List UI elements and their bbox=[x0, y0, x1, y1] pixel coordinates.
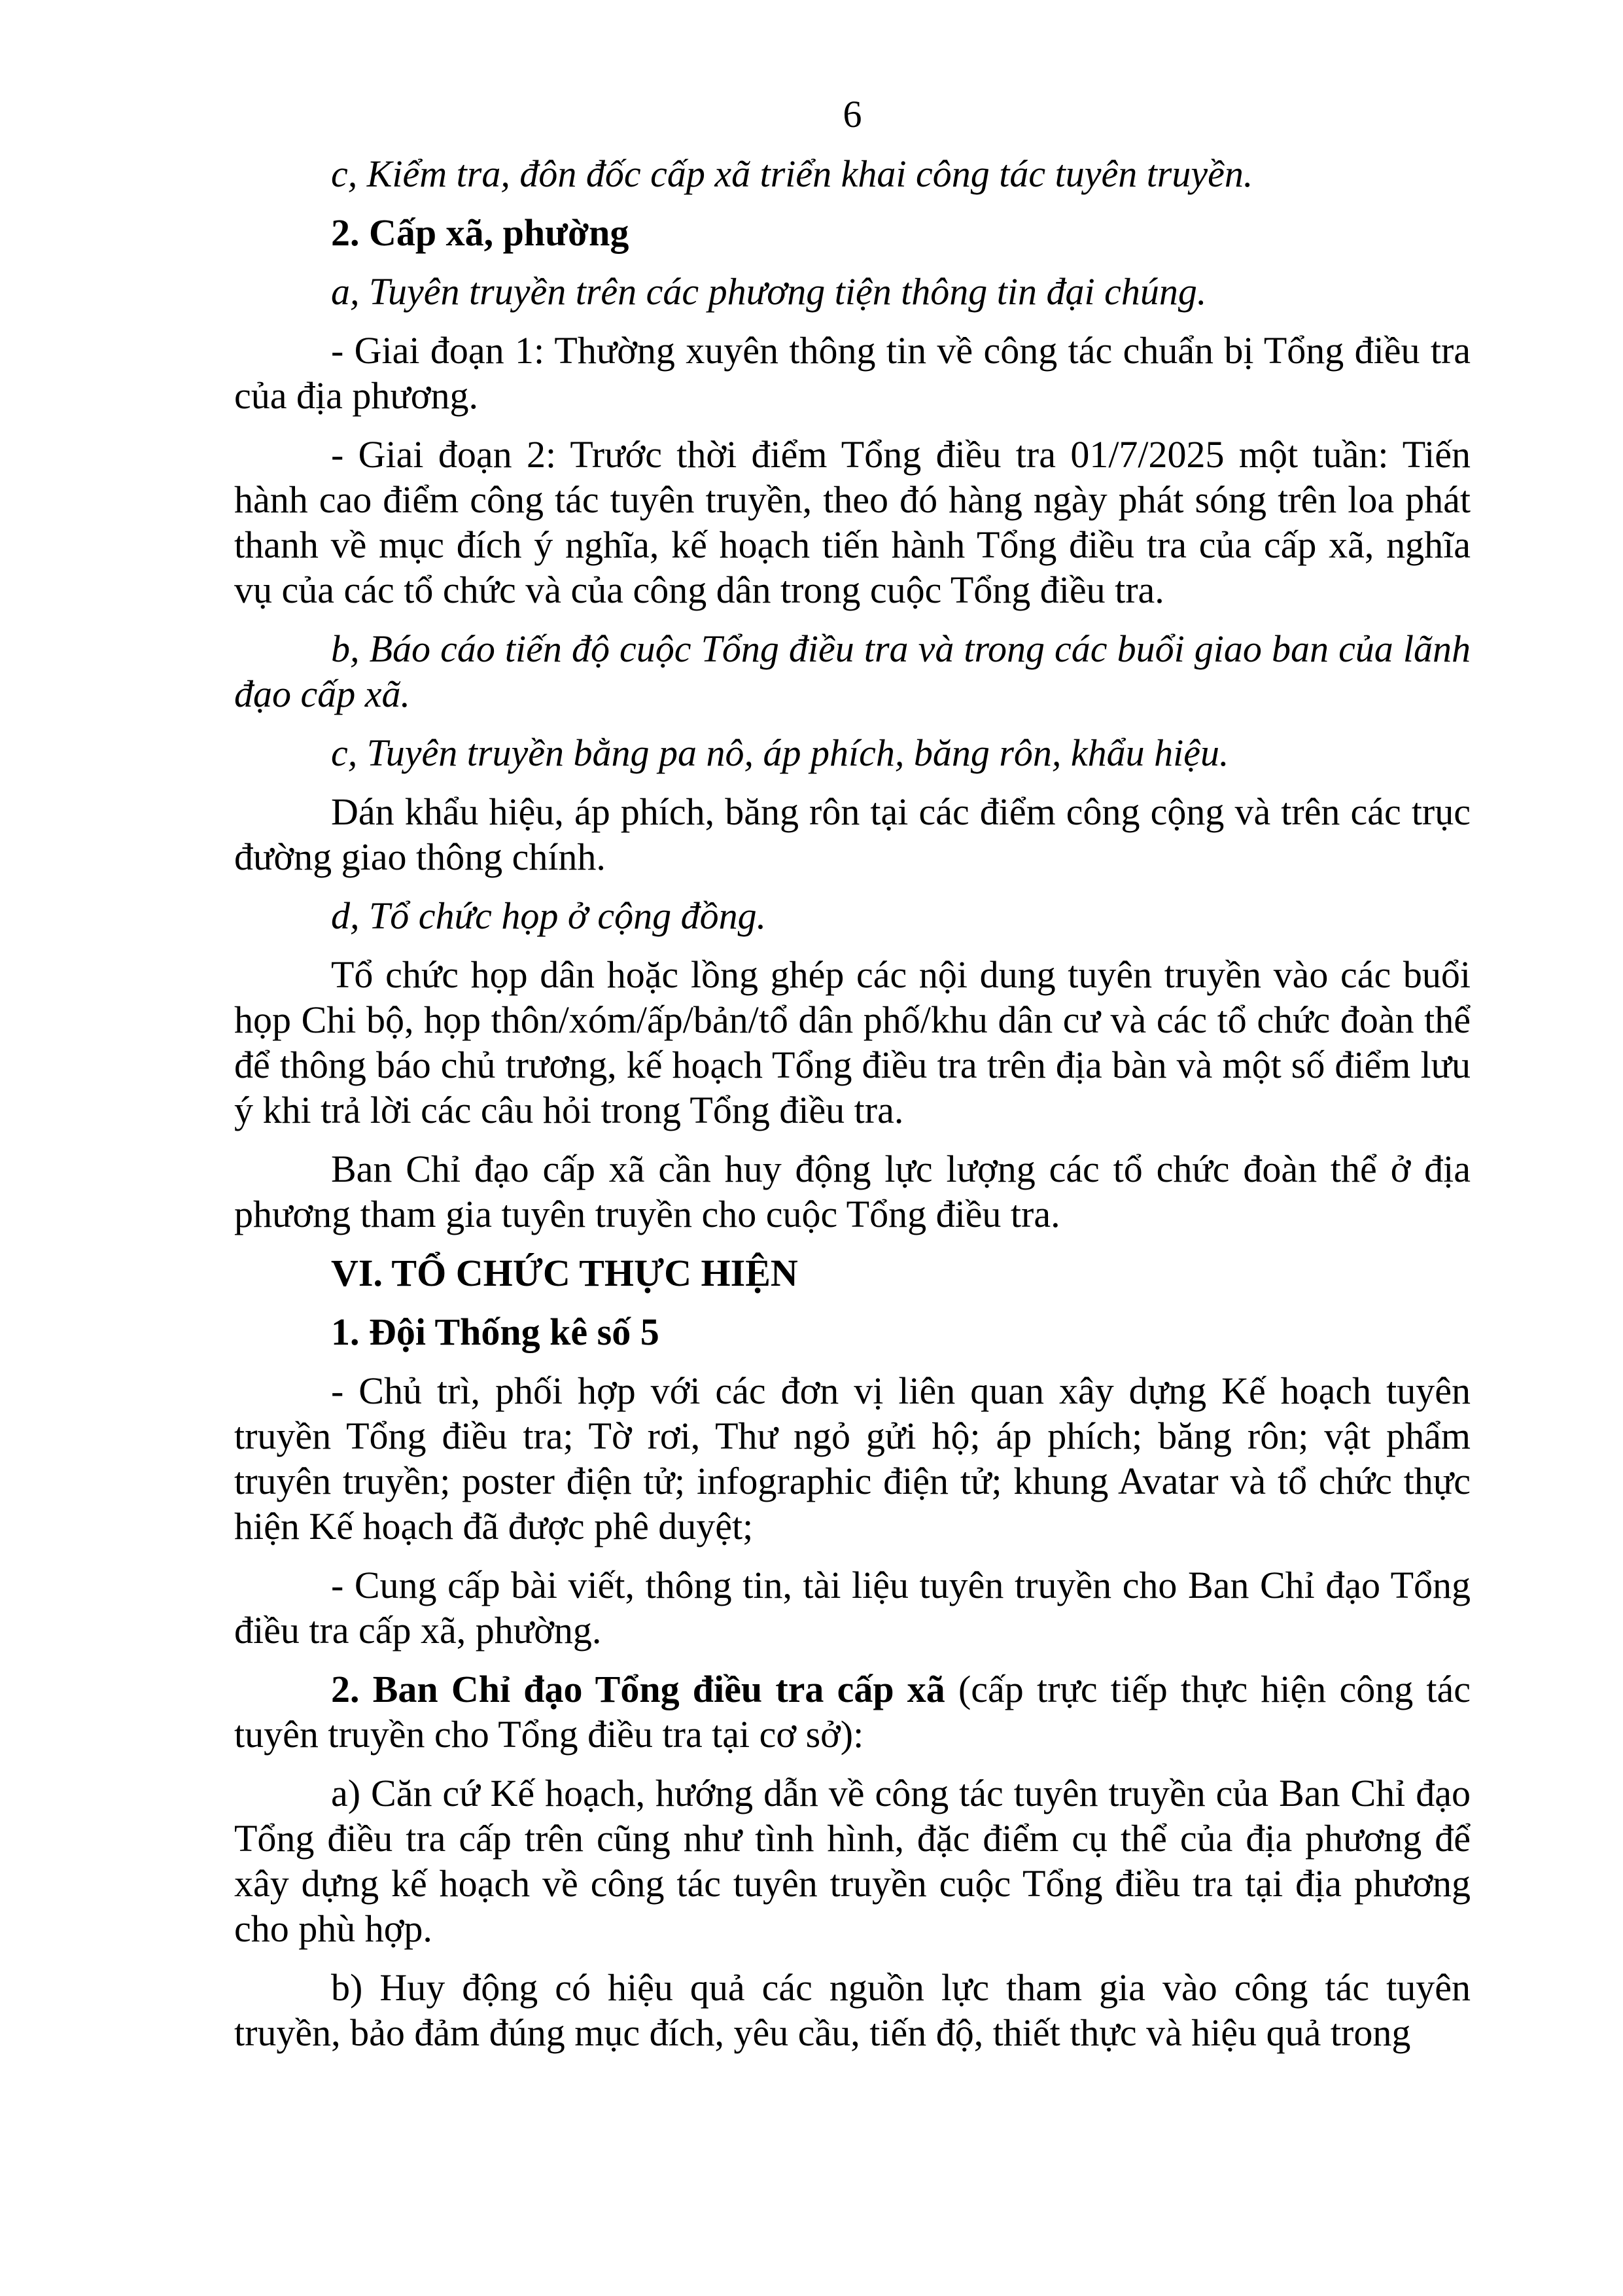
para-giai-doan-2: - Giai đoạn 2: Trước thời điểm Tổng điều tra 01/7/2025 một tuần: Tiến hành cao điểm công tác tuyên truyền, theo đó hàng ngày phát sóng trên loa phát thanh về mục đích ý nghĩa, kế hoạch tiến hành Tổng điều tra của cấp xã, nghĩa vụ của các tổ chức và của công dân trong cuộc Tổng điều tra. bbox=[234, 433, 1471, 611]
para-kiem-tra-don-doc: c, Kiểm tra, đôn đốc cấp xã triển khai công tác tuyên truyền. bbox=[331, 152, 1253, 195]
heading-cap-xa-phuong: 2. Cấp xã, phường bbox=[331, 211, 629, 254]
heading-to-chuc-thuc-hien: VI. TỔ CHỨC THỰC HIỆN bbox=[331, 1252, 798, 1294]
para-tuyen-truyen-phuong-tien: a, Tuyên truyền trên các phương tiện thông tin đại chúng. bbox=[331, 270, 1207, 313]
para-dan-khau-hieu: Dán khẩu hiệu, áp phích, băng rôn tại các điểm công cộng và trên các trục đường giao thông chính. bbox=[234, 790, 1471, 878]
para-chu-tri-phoi-hop: - Chủ trì, phối hợp với các đơn vị liên quan xây dựng Kế hoạch tuyên truyền Tổng điều tra; Tờ rơi, Thư ngỏ gửi hộ; áp phích; băng rôn; vật phẩm truyên truyền; poster điện tử; infographic điện tử; khung Avatar và tổ chức thực hiện Kế hoạch đã được phê duyệt; bbox=[234, 1369, 1471, 1547]
para-huy-dong-nguon-luc: b) Huy động có hiệu quả các nguồn lực tham gia vào công tác tuyên truyền, bảo đảm đúng mục đích, yêu cầu, tiến độ, thiết thực và hiệu quả trong bbox=[234, 1966, 1471, 2054]
para-to-chuc-hop-cong-dong: d, Tổ chức họp ở cộng đồng. bbox=[331, 894, 767, 937]
heading-doi-thong-ke-so-5: 1. Đội Thống kê số 5 bbox=[331, 1311, 659, 1353]
para-regular-run: (cấp trực tiếp thực hiện công tác tuyên truyền cho Tổng điều tra tại cơ sở): bbox=[234, 1668, 1471, 1756]
document-body bbox=[234, 92, 1471, 2055]
para-bao-cao-tien-do: b, Báo cáo tiến độ cuộc Tổng điều tra và trong các buổi giao ban của lãnh đạo cấp xã. bbox=[234, 627, 1471, 715]
para-can-cu-ke-hoach: a) Căn cứ Kế hoạch, hướng dẫn về công tác tuyên truyền của Ban Chỉ đạo Tổng điều tra cấp trên cũng như tình hình, đặc điểm cụ thể của địa phương để xây dựng kế hoạch về công tác tuyên truyền cuộc Tổng điều tra tại địa phương cho phù hợp. bbox=[234, 1772, 1471, 1950]
para-ban-chi-dao-cap-xa-huy-dong: Ban Chỉ đạo cấp xã cần huy động lực lượng các tổ chức đoàn thể ở địa phương tham gia tuyên truyền cho cuộc Tổng điều tra. bbox=[234, 1148, 1471, 1235]
para-ban-chi-dao-tdt-cap-xa bbox=[234, 1667, 1471, 1757]
para-tuyen-truyen-pa-no: c, Tuyên truyền bằng pa nô, áp phích, băng rôn, khẩu hiệu. bbox=[331, 732, 1229, 774]
para-bold-run: 2. Ban Chỉ đạo Tổng điều tra cấp xã bbox=[331, 1668, 945, 1710]
para-cung-cap-bai-viet: - Cung cấp bài viết, thông tin, tài liệu tuyên truyền cho Ban Chỉ đạo Tổng điều tra cấp xã, phường. bbox=[234, 1564, 1471, 1651]
page-number: 6 bbox=[843, 93, 862, 135]
para-to-chuc-hop-dan: Tổ chức họp dân hoặc lồng ghép các nội dung tuyên truyền vào các buổi họp Chi bộ, họp thôn/xóm/ấp/bản/tổ dân phố/khu dân cư và các tổ chức đoàn thể để thông báo chủ trương, kế hoạch Tổng điều tra trên địa bàn và một số điểm lưu ý khi trả lời các câu hỏi trong Tổng điều tra. bbox=[234, 953, 1471, 1131]
para-giai-doan-1: - Giai đoạn 1: Thường xuyên thông tin về công tác chuẩn bị Tổng điều tra của địa phương. bbox=[234, 329, 1471, 417]
